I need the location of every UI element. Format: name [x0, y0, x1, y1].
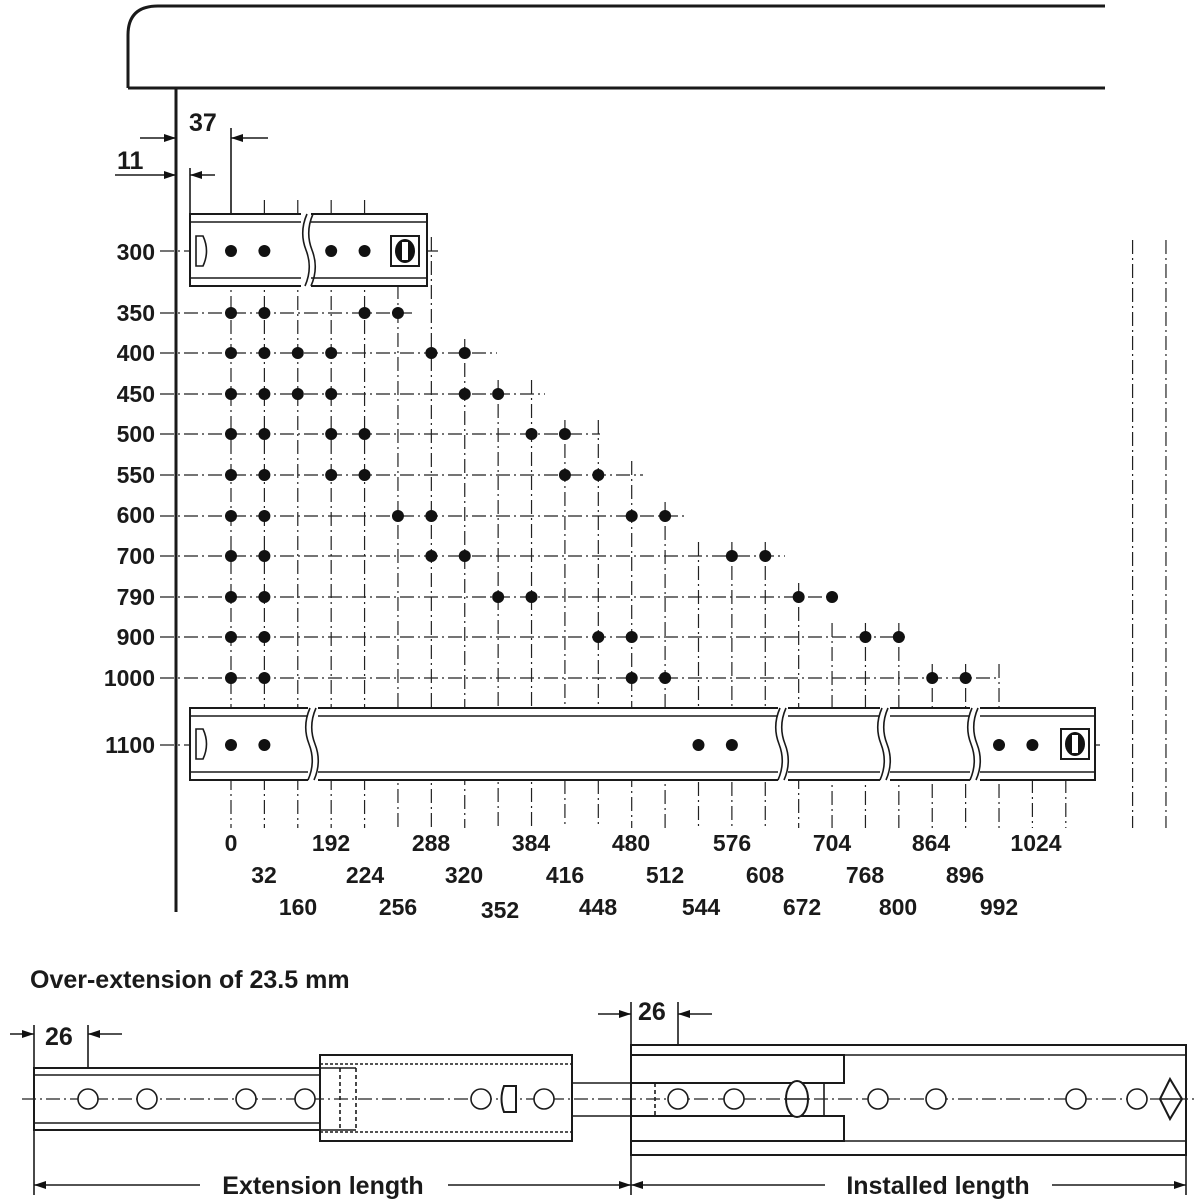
row-label: 700: [116, 543, 155, 569]
mounting-hole-dot: [225, 347, 237, 359]
mounting-hole-dot: [258, 739, 270, 751]
long-rail-1100: [190, 706, 1095, 782]
mounting-hole-dot: [258, 347, 270, 359]
mounting-hole-dot: [559, 428, 571, 440]
mounting-hole-dot: [526, 428, 538, 440]
x-label: 384: [511, 830, 551, 856]
mounting-hole-dot: [626, 631, 638, 643]
x-label: 0: [224, 830, 238, 856]
x-label: 672: [782, 894, 822, 920]
mounting-hole-dot: [960, 672, 972, 684]
x-label: 32: [251, 862, 277, 888]
mounting-hole-dot: [626, 510, 638, 522]
mounting-hole-dot: [893, 631, 905, 643]
mounting-hole-dot: [926, 672, 938, 684]
mounting-hole-dot: [526, 591, 538, 603]
outer-rail: [631, 1045, 1186, 1155]
mounting-hole-dot: [325, 388, 337, 400]
x-label: 448: [578, 894, 618, 920]
installed-length-label: Installed length: [846, 1172, 1030, 1200]
mounting-hole-dot: [258, 510, 270, 522]
mounting-hole-dot: [225, 428, 237, 440]
row-label: 790: [116, 584, 155, 610]
mounting-hole-dot: [392, 307, 404, 319]
mounting-hole-dot: [692, 739, 704, 751]
mounting-hole-dot: [492, 388, 504, 400]
x-label: 608: [745, 862, 785, 888]
mounting-hole-dot: [492, 591, 504, 603]
dim-11-label: 11: [117, 147, 144, 175]
mounting-hole-dot: [258, 631, 270, 643]
mounting-hole-dot: [726, 550, 738, 562]
x-label: 576: [712, 830, 752, 856]
mounting-hole-dot: [826, 591, 838, 603]
mounting-hole-dot: [659, 672, 671, 684]
x-label: 352: [480, 897, 520, 923]
mounting-hole-dot: [258, 428, 270, 440]
dim-26-right-label: 26: [638, 998, 666, 1026]
hole-position-labels: [225, 830, 1062, 923]
mounting-hole-dot: [359, 469, 371, 481]
row-label: 450: [116, 381, 155, 407]
row-label: 300: [116, 239, 155, 265]
mounting-hole-dot: [1026, 739, 1038, 751]
mounting-hole-dot: [359, 245, 371, 257]
x-label: 192: [311, 830, 351, 856]
mounting-hole-dot: [759, 550, 771, 562]
x-label: 704: [812, 830, 852, 856]
mounting-hole-dot: [559, 469, 571, 481]
x-label: 320: [444, 862, 484, 888]
row-labels: [104, 239, 155, 758]
dimension-11-37: [115, 109, 268, 230]
row-label: 600: [116, 502, 155, 528]
mounting-hole-dot: [392, 510, 404, 522]
mounting-hole-dot: [258, 245, 270, 257]
cabinet-top-outline: [128, 6, 1105, 88]
mounting-hole-dot: [225, 591, 237, 603]
x-label: 768: [845, 862, 885, 888]
mounting-hole-dot: [359, 307, 371, 319]
row-label: 400: [116, 340, 155, 366]
x-label: 224: [345, 862, 385, 888]
mounting-hole-dot: [726, 739, 738, 751]
mounting-hole-dot: [459, 550, 471, 562]
x-label: 800: [878, 894, 918, 920]
mounting-hole-dot: [292, 388, 304, 400]
row-label: 350: [116, 300, 155, 326]
mounting-hole-dot: [325, 347, 337, 359]
mounting-hole-dot: [626, 672, 638, 684]
x-label: 416: [545, 862, 585, 888]
mounting-hole-dot: [459, 388, 471, 400]
mounting-hole-dot: [258, 307, 270, 319]
row-label: 900: [116, 624, 155, 650]
dim-37-label: 37: [189, 109, 217, 137]
mounting-hole-dot: [425, 347, 437, 359]
mounting-hole-dot: [225, 510, 237, 522]
mounting-hole-dot: [258, 469, 270, 481]
mounting-hole-dot: [592, 469, 604, 481]
mounting-hole-dot: [258, 550, 270, 562]
x-label: 480: [611, 830, 651, 856]
mounting-hole-dot: [225, 245, 237, 257]
mounting-hole-dot: [325, 428, 337, 440]
mounting-hole-dot: [659, 510, 671, 522]
extension-length-label: Extension length: [222, 1172, 424, 1200]
mounting-hole-dot: [258, 591, 270, 603]
over-extension-title: Over-extension of 23.5 mm: [30, 966, 350, 994]
row-label: 1000: [103, 665, 155, 691]
x-label: 544: [681, 894, 721, 920]
mounting-hole-dot: [459, 347, 471, 359]
mounting-hole-dot: [592, 631, 604, 643]
mounting-hole-dot: [325, 245, 337, 257]
x-label: 160: [278, 894, 318, 920]
x-label: 288: [411, 830, 451, 856]
mounting-hole-dot: [225, 307, 237, 319]
mounting-hole-dot: [859, 631, 871, 643]
x-label: 512: [645, 862, 685, 888]
x-label: 256: [378, 894, 418, 920]
mounting-hole-dot: [325, 469, 337, 481]
mounting-hole-dot: [993, 739, 1005, 751]
x-label: 1024: [1010, 830, 1062, 856]
mounting-hole-dot: [225, 631, 237, 643]
mounting-hole-dot: [793, 591, 805, 603]
mounting-hole-dot: [225, 672, 237, 684]
x-label: 992: [979, 894, 1019, 920]
x-label: 896: [945, 862, 985, 888]
row-label: 500: [116, 421, 155, 447]
dim-26-left-label: 26: [45, 1023, 73, 1051]
mounting-hole-dot: [225, 388, 237, 400]
mounting-hole-dot: [225, 739, 237, 751]
x-label: 864: [911, 830, 951, 856]
mounting-hole-dot: [292, 347, 304, 359]
mounting-hole-dot: [225, 550, 237, 562]
row-label: 1100: [105, 732, 155, 758]
mounting-hole-dot: [359, 428, 371, 440]
mounting-hole-dot: [425, 550, 437, 562]
mounting-hole-dot: [425, 510, 437, 522]
mounting-hole-dot: [225, 469, 237, 481]
mounting-hole-dot: [258, 388, 270, 400]
row-label: 550: [116, 462, 155, 488]
mounting-hole-dot: [258, 672, 270, 684]
